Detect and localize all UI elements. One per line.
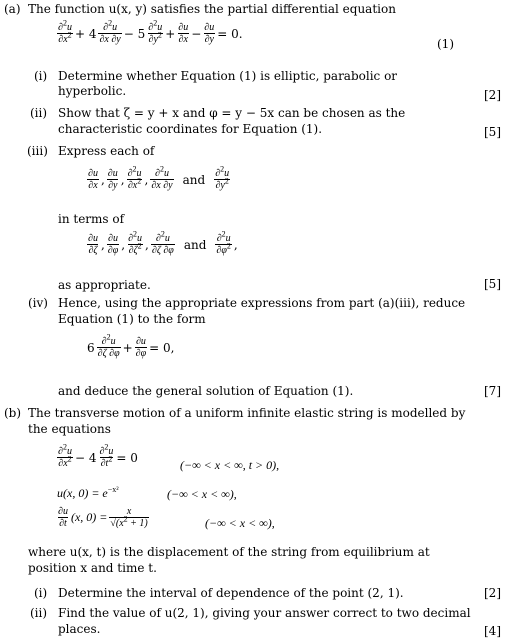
pde-equation-1: $\frac{\partial^2u}{\partial x^2}$ + 4 $\frac{\partial^2u}{\partial x \partial y}$ − 5 $\frac{\partial^2u}{\partial y^2}$ + $\frac{\partial u}{\partial x}$ − $\frac{\partial u}{\partial y}$ = 0. <box>58 18 243 45</box>
part-b-where-line2: position x and time t. <box>28 561 157 575</box>
wave-condition: (−∞ < x < ∞, t > 0), <box>180 458 280 472</box>
part-b-ii-label: (ii) <box>30 606 48 620</box>
part-a-iv-line1: Hence, using the appropriate expressions from part (a)(iii), reduce <box>58 296 466 310</box>
part-b-line2: the equations <box>28 422 111 436</box>
derivatives-xy-list: $\frac{\partial u}{\partial x}$ , $\frac{\partial u}{\partial y}$ , $\frac{\partial^2u}{\partial x^2}$ , $\frac{\partial^2u}{\partial x \partial y}$ and $\frac{\partial^2u}{\partial y^2}$ <box>88 164 230 191</box>
part-b-i-line1: Determine the interval of dependence of the point (2, 1). <box>58 586 404 600</box>
part-b-ii-line2: places. <box>58 622 101 636</box>
part-b-i-label: (i) <box>34 586 48 600</box>
velocity-condition: (−∞ < x < ∞), <box>205 516 275 530</box>
part-a-ii-label: (ii) <box>30 106 48 120</box>
part-a-ii-marks: [5] <box>484 125 501 139</box>
initial-displacement: u(x, $0) = e^{-x^2}$ <box>57 485 119 500</box>
initial-velocity: $\frac{\partial u}{\partial t}$ (x, 0) = $\frac{x}{√(x^2 + 1)}$ <box>58 506 148 529</box>
equation-number: (1) <box>437 37 454 51</box>
part-a-iv-marks: [7] <box>484 384 501 398</box>
part-a-i-marks: [2] <box>484 88 501 102</box>
part-b-where-line1: where u(x, t) is the displacement of the string from equilibrium at <box>28 545 430 559</box>
part-a-iii-label: (iii) <box>27 144 48 158</box>
part-a-intro: The function u(x, y) satisfies the partial differential equation <box>28 2 396 16</box>
wave-equation: $\frac{\partial^2u}{\partial x^2}$ − 4 $\frac{\partial^2u}{\partial t^2}$ = 0 <box>58 442 138 469</box>
part-a-ii-line1: Show that ζ = y + x and φ = y − 5x can be chosen as the <box>58 106 406 120</box>
and-word-2: and <box>183 237 207 252</box>
displacement-condition: (−∞ < x < ∞), <box>167 487 237 501</box>
part-a-i-label: (i) <box>34 69 48 83</box>
derivatives-zeta-phi-list: $\frac{\partial u}{\partial\zeta}$ , $\frac{\partial u}{\partial\varphi}$ , $\frac{\partial^2u}{\partial\zeta^2}$ , $\frac{\partial^2u}{\partial\zeta \partial\varphi}$ and $\frac{\partial^2u}{\partial\varphi^2}$ , <box>88 229 238 256</box>
part-a-label: (a) <box>4 2 21 16</box>
part-b-ii-marks: [4] <box>484 624 501 638</box>
part-a-iii-marks: [5] <box>484 277 501 291</box>
part-a-iii-in-terms: in terms of <box>58 212 125 226</box>
part-b-label: (b) <box>4 406 22 420</box>
part-b-ii-line1: Find the value of u(2, 1), giving your answer correct to two decimal <box>58 606 471 620</box>
part-a-i-line2: hyperbolic. <box>58 84 127 98</box>
reduced-form-equation: 6 $\frac{\partial^2u}{\partial\zeta \partial\varphi}$ + $\frac{\partial u}{\partial\varphi}$ = 0, <box>87 332 175 359</box>
part-a-iii-as-appropriate: as appropriate. <box>58 278 151 292</box>
part-a-iv-line2: Equation (1) to the form <box>58 312 206 326</box>
part-a-ii-line2: characteristic coordinates for Equation (1). <box>58 122 323 136</box>
part-b-line1: The transverse motion of a uniform infinite elastic string is modelled by <box>28 406 466 420</box>
part-a-iv-deduce: and deduce the general solution of Equation (1). <box>58 384 354 398</box>
and-word-1: and <box>182 172 206 187</box>
part-b-i-marks: [2] <box>484 586 501 600</box>
part-a-i-line1: Determine whether Equation (1) is elliptic, parabolic or <box>58 69 398 83</box>
part-a-iv-label: (iv) <box>28 296 48 310</box>
part-a-iii-line1: Express each of <box>58 144 155 158</box>
